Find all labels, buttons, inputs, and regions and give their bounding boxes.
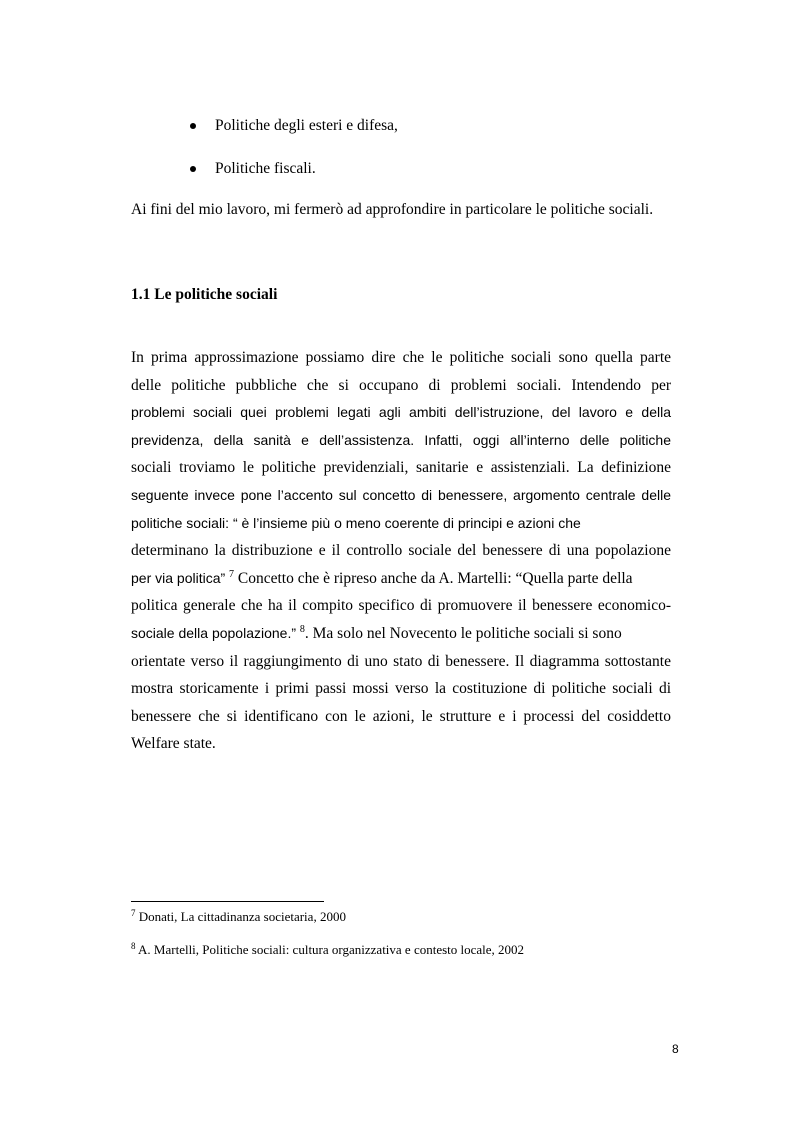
paragraph-line: politiche sociali: “ è l’insieme più o meno coerente di principi e azioni che [131,514,581,531]
intro-sentence: Ai fini del mio lavoro, mi fermerò ad approfondire in particolare le politiche sociali. [131,201,654,218]
footnote-ref-7[interactable]: 7 [229,568,235,580]
list-item [188,156,398,182]
footnote-mark: 7 [131,908,136,918]
body-paragraph [131,344,671,758]
footnote-separator [131,901,324,902]
paragraph-line: sociali troviamo le politiche previdenziali, sanitarie e assistenziali. La definizione [131,459,671,477]
paragraph-line [131,565,671,593]
paragraph-fragment: previdenza, della sanità e dell’assistenza. Infatti, oggi all’interno delle politiche [131,431,671,448]
paragraph-fragment: sociale della popolazione.” [131,624,296,641]
bullet-text: Politiche fiscali. [215,160,316,177]
paragraph-line: seguente invece pone l’accento sul concetto di benessere, argomento centrale delle [131,486,671,503]
footnote-text: Donati, La cittadinanza societaria, 2000 [135,909,346,924]
paragraph-fragment: per via politica” [131,569,226,586]
paragraph-line: determinano la distribuzione e il controllo sociale del benessere di una popolazione [131,542,671,560]
paragraph-line: benessere che si identificano con le azioni, le strutture e i processi del cosiddetto [131,707,671,725]
paragraph-line: orientate verso il raggiungimento di uno stato di benessere. Il diagramma sottostante [131,652,671,670]
paragraph-line: In prima approssimazione possiamo dire che le politiche sociali sono quella parte [131,349,671,366]
footnote-7 [131,908,346,926]
paragraph-line [131,620,671,648]
bullet-text: Politiche degli esteri e difesa, [215,117,398,134]
paragraph-line: politica generale che ha il compito specifico di promuovere il benessere economico- [131,597,671,615]
footnote-8 [131,941,524,959]
list-item [188,113,398,139]
page-number: 8 [672,1042,679,1056]
bullet-icon [190,166,196,172]
bullet-list [188,113,398,199]
footnote-mark: 8 [131,941,136,951]
paragraph-fragment: . Ma solo nel Novecento le politiche sociali si sono [304,624,622,642]
paragraph-line: mostra storicamente i primi passi mossi verso la costituzione di politiche sociali di [131,680,671,698]
section-heading: 1.1 Le politiche sociali [131,286,278,303]
paragraph-line: delle politiche pubbliche che si occupano di problemi sociali. Intendendo per [131,376,671,394]
paragraph-line: Welfare state. [131,735,216,753]
paragraph-line [131,427,671,455]
paragraph-fragment: Concetto che è ripreso anche da A. Martelli: “Quella parte della [234,569,633,587]
paragraph-line: problemi sociali quei problemi legati agli ambiti dell’istruzione, del lavoro e della [131,404,671,421]
footnote-ref-8[interactable]: 8 [299,623,305,635]
bullet-icon [190,123,196,129]
footnote-text: A. Martelli, Politiche sociali: cultura organizzativa e contesto locale, 2002 [135,942,525,957]
